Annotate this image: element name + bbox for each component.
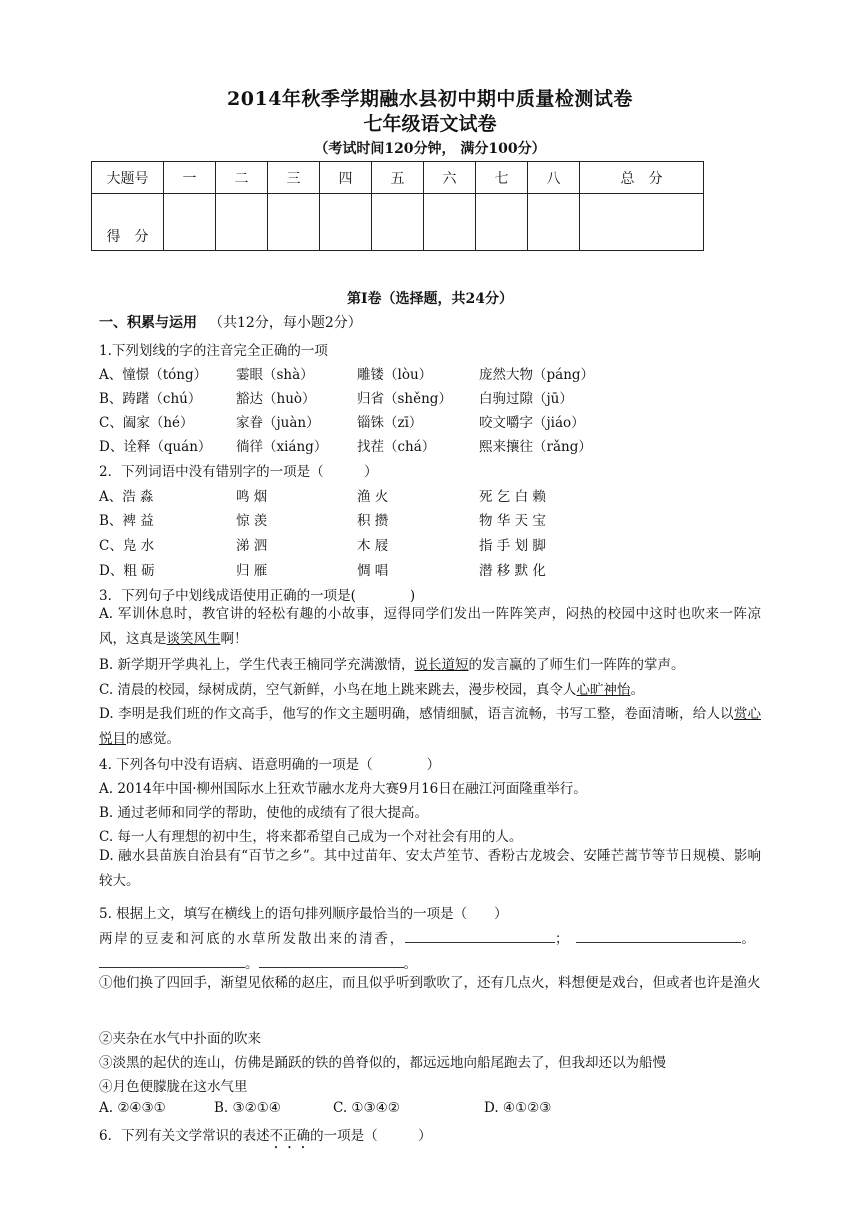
q3-b-text: B. 新学期开学典礼上，学生代表王楠同学充满激情， xyxy=(99,657,415,673)
q5-period-3: 。 xyxy=(403,956,417,972)
q1-option-cell: 咬文嚼字（jiáo） xyxy=(479,415,585,431)
score-table-col: 五 xyxy=(372,162,424,194)
q5-passage-line2 xyxy=(99,952,417,972)
score-cell[interactable] xyxy=(164,194,216,251)
q5-period-1: 。 xyxy=(741,931,757,947)
q3-option-d xyxy=(99,702,761,752)
q1-option-cell: 雕镂（lòu） xyxy=(357,367,433,383)
q4-option-c: C. 每一人有理想的初中生，将来都希望自己成为一个对社会有用的人。 xyxy=(99,829,523,845)
score-table-row-label: 大题号 xyxy=(92,162,164,194)
q3-b-text-end: 的发言赢的了师生们一阵阵的掌声。 xyxy=(468,657,685,673)
q2-option-cell: 潜 移 默 化 xyxy=(479,563,546,579)
exam-subtitle: 七年级语文试卷 xyxy=(363,113,497,135)
q6-stem-post: 的一项是（ ） xyxy=(310,1128,432,1144)
q5-stem: 5. 根据上文，填写在横线上的语句排列顺序最恰当的一项是（ ） xyxy=(99,906,508,922)
q3-c-text-end: 。 xyxy=(630,682,644,698)
q2-option-cell: 指 手 划 脚 xyxy=(479,538,546,554)
q5-passage-start: 两岸的豆麦和河底的水草所发散出来的清香， xyxy=(99,931,405,947)
q4-option-d: D. 融水县苗族自治县有“百节之乡”。其中过苗年、安太芦笙节、香粉古龙坡会、安陲芒蒿节等节日规模、影响较大。 xyxy=(99,848,761,889)
q3-option-b xyxy=(99,653,761,678)
q2-option-row xyxy=(99,534,779,554)
q5-sentence-4: ④月色便朦胧在这水气里 xyxy=(99,1079,248,1095)
q2-option-cell: 归 雁 xyxy=(236,563,268,579)
q3-stem: 3．下列句子中划线成语使用正确的一项是( ) xyxy=(99,588,416,604)
q4-stem: 4. 下列各句中没有语病、语意明确的一项是（ ） xyxy=(99,757,441,773)
section-heading: 第Ⅰ卷（选择题，共24分） xyxy=(346,291,514,307)
score-cell[interactable] xyxy=(528,194,580,251)
q5-sentence-1: ①他们换了四回手，渐望见依稀的赵庄，而且似乎听到歌吹了，还有几点火，料想便是戏台，但或者也许是渔火 xyxy=(99,975,761,991)
score-cell[interactable] xyxy=(372,194,424,251)
q6-stem-emphasis: 不正确 xyxy=(269,1128,311,1144)
q1-option-cell: C、阖家（hé） xyxy=(99,415,194,431)
score-table-col-total: 总 分 xyxy=(580,162,704,194)
score-table-col: 六 xyxy=(424,162,476,194)
q1-option-cell: 豁达（huò） xyxy=(236,391,316,407)
q1-option-cell: 归省（shěng） xyxy=(357,391,452,407)
q4-option-b: B. 通过老师和同学的帮助，使他的成绩有了很大提高。 xyxy=(99,805,429,821)
q2-option-cell: 木 屐 xyxy=(357,538,389,554)
score-cell[interactable] xyxy=(320,194,372,251)
q3-option-c xyxy=(99,678,761,703)
q2-option-cell: B、裨 益 xyxy=(99,513,154,529)
q6-stem-pre: 6．下列有关文学常识的表述 xyxy=(99,1128,270,1144)
q1-option-row xyxy=(99,363,779,383)
q5-option: A. ②④③① xyxy=(99,1100,166,1116)
q2-option-cell: A、浩 淼 xyxy=(99,489,154,505)
q1-option-cell: 锱铢（zī） xyxy=(357,415,423,431)
q1-option-row xyxy=(99,435,779,455)
q1-option-cell: A、憧憬（tóng） xyxy=(99,367,208,383)
exam-title: 2014年秋季学期融水县初中期中质量检测试卷 xyxy=(227,88,633,110)
q3-d-idiom: 赏心悦目 xyxy=(99,706,761,747)
q5-semicolon: ； xyxy=(555,931,571,947)
q2-option-cell: 鸣 烟 xyxy=(236,489,268,505)
exam-info: （考试时间120分钟， 满分100分） xyxy=(314,141,546,157)
score-cell[interactable] xyxy=(424,194,476,251)
q3-a-idiom: 谈笑风生 xyxy=(166,631,221,647)
q1-option-cell: B、踌躇（chú） xyxy=(99,391,202,407)
q5-blank-2[interactable] xyxy=(576,928,741,943)
q6-stem xyxy=(99,1124,432,1152)
q5-option: B. ③②①④ xyxy=(214,1100,281,1116)
score-table xyxy=(91,161,704,251)
q2-option-cell: 惊 羡 xyxy=(236,513,268,529)
q1-option-cell: 熙来攘往（rǎng） xyxy=(479,439,592,455)
q1-option-cell: 霎眼（shà） xyxy=(236,367,314,383)
score-table-score-row xyxy=(92,194,704,251)
q5-options-row xyxy=(99,1100,779,1120)
score-table-col: 八 xyxy=(528,162,580,194)
q1-option-cell: 徜徉（xiáng） xyxy=(236,439,328,455)
q1-option-cell: 家眷（juàn） xyxy=(236,415,320,431)
q2-stem: 2．下列词语中没有错别字的一项是（ ） xyxy=(99,464,378,480)
q2-option-cell: C、凫 水 xyxy=(99,538,155,554)
q1-stem: 1.下列划线的字的注音完全正确的一项 xyxy=(99,343,328,359)
q5-option: C. ①③④② xyxy=(333,1100,400,1116)
q2-option-cell: D、粗 砺 xyxy=(99,563,155,579)
q5-blank-1[interactable] xyxy=(405,928,555,943)
q5-blank-3[interactable] xyxy=(99,953,245,968)
q3-a-text: A. 军训休息时，教官讲的轻松有趣的小故事，逗得同学们发出一阵阵笑声，闷热的校园中这时也吹来一阵凉风，这真是 xyxy=(99,606,761,647)
q2-option-cell: 涕 泗 xyxy=(236,538,268,554)
q2-option-cell: 积 攒 xyxy=(357,513,389,529)
part-note: （共12分，每小题2分） xyxy=(209,315,362,331)
q3-d-text: D. 李明是我们班的作文高手，他写的作文主题明确，感情细腻，语言流畅，书写工整，卷面清晰，给人以 xyxy=(99,706,734,722)
part-heading xyxy=(99,312,362,332)
q1-option-row xyxy=(99,411,779,431)
score-cell[interactable] xyxy=(268,194,320,251)
q3-option-a xyxy=(99,602,761,652)
score-cell[interactable] xyxy=(216,194,268,251)
q2-option-cell: 物 华 天 宝 xyxy=(479,513,546,529)
score-table-col: 二 xyxy=(216,162,268,194)
q1-option-row xyxy=(99,387,779,407)
q5-sentence-2: ②夹杂在水气中扑面的吹来 xyxy=(99,1031,261,1047)
q4-option-a: A. 2014年中国·柳州国际水上狂欢节融水龙舟大赛9月16日在融江河面隆重举行。 xyxy=(99,781,587,797)
score-table-col: 七 xyxy=(476,162,528,194)
part-title: 一、积累与运用 xyxy=(99,315,197,331)
score-cell-total[interactable] xyxy=(580,194,704,251)
q2-option-row xyxy=(99,559,779,579)
q2-option-row xyxy=(99,485,779,505)
score-cell[interactable] xyxy=(476,194,528,251)
q3-d-text-end: 的感觉。 xyxy=(126,731,180,747)
q5-passage-line1 xyxy=(99,927,757,947)
q5-period-2: 。 xyxy=(245,956,259,972)
q2-option-row xyxy=(99,509,779,529)
q2-option-cell: 死 乞 白 赖 xyxy=(479,489,546,505)
q3-b-idiom: 说长道短 xyxy=(414,657,469,673)
q1-option-cell: 庞然大物（páng） xyxy=(479,367,595,383)
score-table-col: 三 xyxy=(268,162,320,194)
q2-option-cell: 渔 火 xyxy=(357,489,389,505)
q2-option-cell: 惆 唱 xyxy=(357,563,389,579)
q3-c-idiom: 心旷神怡 xyxy=(576,682,631,698)
q1-option-cell: 找茬（chá） xyxy=(357,439,436,455)
q5-sentence-3: ③淡黑的起伏的连山，仿佛是踊跃的铁的兽脊似的，都远远地向船尾跑去了，但我却还以为船慢 xyxy=(99,1055,666,1071)
q1-option-cell: D、诠释（quán） xyxy=(99,439,212,455)
q1-option-cell: 白驹过隙（jū） xyxy=(479,391,573,407)
q5-option: D. ④①②③ xyxy=(484,1100,552,1116)
score-table-row-label: 得 分 xyxy=(92,194,164,251)
q3-c-text: C. 清晨的校园，绿树成荫，空气新鲜，小鸟在地上跳来跳去，漫步校园，真令人 xyxy=(99,682,577,698)
score-table-header-row xyxy=(92,162,704,194)
q3-a-text-end: 啊！ xyxy=(220,631,248,647)
q5-blank-4[interactable] xyxy=(259,953,404,968)
score-table-col: 一 xyxy=(164,162,216,194)
score-table-col: 四 xyxy=(320,162,372,194)
